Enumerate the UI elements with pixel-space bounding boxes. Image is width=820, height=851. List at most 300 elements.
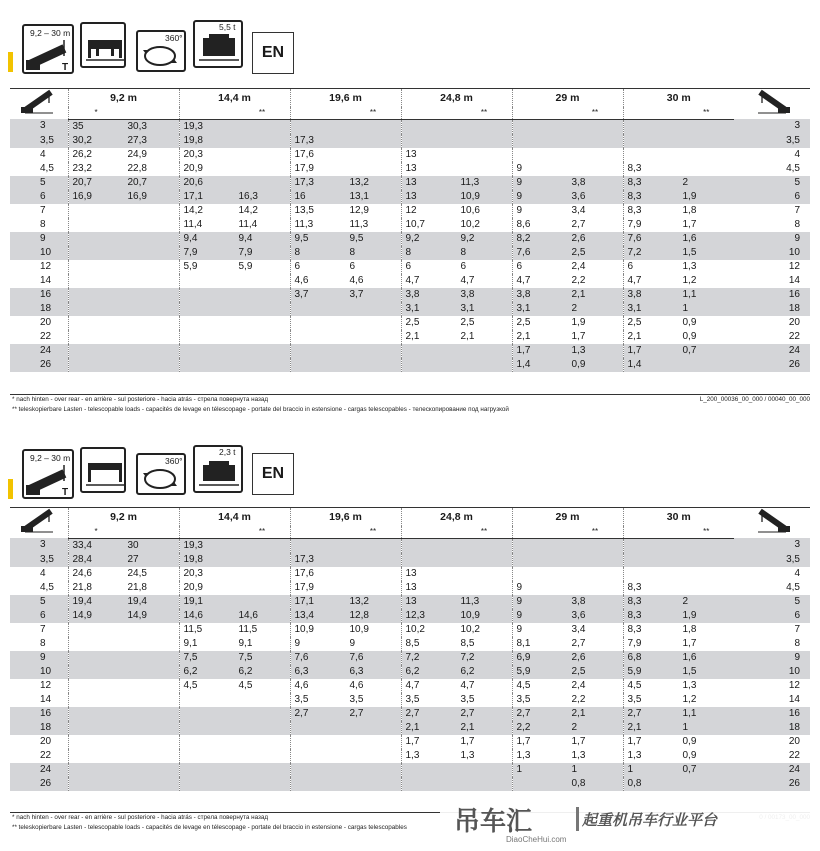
load-value-cell: 7,9	[235, 246, 291, 260]
load-value-cell: 13,2	[346, 595, 402, 609]
radius-cell: 24	[734, 763, 810, 777]
load-value-cell	[512, 777, 568, 791]
load-value-cell: 17,9	[290, 581, 346, 595]
load-value-cell: 6,2	[235, 665, 291, 679]
radius-cell: 8	[40, 637, 46, 649]
language-badge: EN	[252, 32, 294, 74]
footnote-over-rear: * nach hinten - over rear - en arrière - sul posteriore - hacia atrás - стрела повернута назад	[12, 396, 269, 403]
load-value-cell	[179, 274, 235, 288]
load-value-cell: 8,3	[623, 204, 679, 218]
load-value-cell	[68, 665, 124, 679]
load-value-cell: 2,2	[512, 721, 568, 735]
load-value-cell: 5,9	[512, 665, 568, 679]
load-value-cell: 12,8	[346, 609, 402, 623]
load-value-cell: 1,7	[682, 637, 697, 649]
column-mark	[124, 107, 180, 119]
load-value-cell: 3,8	[457, 288, 513, 302]
outrigger-icon	[80, 22, 126, 68]
load-value-cell	[124, 302, 180, 316]
crane-radius-icon	[734, 508, 810, 539]
load-value-cell: 6,2	[457, 665, 513, 679]
load-value-cell: 8	[346, 246, 402, 260]
load-value-cell: 10,9	[457, 609, 513, 623]
load-value-cell	[457, 344, 513, 358]
load-value-cell	[68, 330, 124, 344]
radius-cell: 10	[10, 246, 68, 260]
load-value-cell: 1,7	[571, 330, 586, 342]
load-value-cell: 1,4	[623, 358, 679, 372]
load-value-cell: 1	[679, 721, 735, 735]
table-row	[10, 232, 810, 246]
load-value-cell: 1,4	[512, 358, 568, 372]
load-value-cell: 19,8	[179, 134, 235, 148]
load-value-cell	[346, 553, 402, 567]
radius-cell: 4,5	[40, 581, 54, 593]
telescopic-boom-icon	[22, 449, 74, 499]
column-mark: **	[457, 526, 513, 538]
load-value-cell: 1,3	[401, 749, 457, 763]
column-mark: **	[679, 526, 735, 538]
load-value-cell	[124, 274, 180, 288]
load-value-cell: 17,1	[179, 190, 235, 204]
load-value-cell: 19,1	[179, 595, 235, 609]
radius-cell: 24	[10, 763, 68, 777]
load-value-cell: 0,9	[682, 316, 697, 328]
load-value-cell	[124, 665, 180, 679]
watermark-logo: 吊车汇	[454, 807, 533, 837]
load-value-cell: 20,9	[179, 162, 235, 176]
load-value-cell	[346, 344, 402, 358]
counterweight-icon	[193, 20, 243, 68]
load-value-cell: 3,5	[290, 693, 346, 707]
radius-cell: 18	[734, 721, 810, 735]
load-value-cell: 12,9	[349, 204, 369, 216]
load-chart-table	[10, 507, 810, 791]
load-value-cell: 8,3	[623, 176, 679, 190]
load-value-cell: 3,6	[568, 609, 624, 623]
load-value-cell: 2,5	[568, 665, 624, 679]
load-value-cell	[235, 344, 291, 358]
load-value-cell: 4,7	[460, 679, 475, 691]
load-value-cell	[68, 288, 124, 302]
load-value-cell: 8,1	[512, 637, 568, 651]
radius-cell: 22	[40, 330, 52, 342]
load-value-cell	[401, 134, 457, 148]
load-value-cell: 33,4	[68, 538, 124, 553]
table-row	[10, 553, 810, 567]
radius-cell: 3	[10, 538, 68, 553]
load-value-cell: 9	[512, 609, 568, 623]
load-value-cell	[124, 693, 180, 707]
load-value-cell	[124, 707, 180, 721]
radius-cell: 22	[40, 749, 52, 761]
load-value-cell	[346, 763, 402, 777]
table-row	[10, 595, 810, 609]
load-value-cell: 6,3	[290, 665, 346, 679]
load-value-cell: 11,3	[290, 218, 346, 232]
load-value-cell: 1,3	[571, 749, 586, 761]
load-value-cell: 6	[623, 260, 679, 274]
column-mark	[290, 526, 346, 538]
load-value-cell: 14,9	[68, 609, 124, 623]
load-value-cell	[68, 260, 124, 274]
load-value-cell	[179, 763, 235, 777]
load-value-cell: 3,8	[568, 595, 624, 609]
load-value-cell	[290, 119, 346, 134]
load-value-cell: 17,1	[290, 595, 346, 609]
load-value-cell: 0,9	[682, 735, 697, 747]
load-value-cell	[179, 288, 235, 302]
footnote-over-rear: * nach hinten - over rear - en arrière - sul posteriore - hacia atrás - стрела повернута назад	[12, 814, 269, 821]
load-value-cell: 4,7	[460, 274, 475, 286]
load-value-cell	[623, 553, 679, 567]
radius-cell: 14	[40, 693, 52, 705]
load-value-cell: 7,9	[623, 637, 679, 651]
load-value-cell: 2,4	[571, 260, 586, 272]
load-value-cell	[124, 651, 180, 665]
radius-cell: 3	[734, 119, 810, 134]
load-value-cell	[68, 707, 124, 721]
load-value-cell: 1,8	[682, 204, 697, 216]
radius-cell: 4	[794, 148, 800, 160]
load-value-cell	[290, 302, 346, 316]
load-value-cell: 8	[401, 246, 457, 260]
load-value-cell: 19,4	[68, 595, 124, 609]
radius-cell: 10	[734, 665, 810, 679]
load-value-cell	[568, 553, 624, 567]
watermark-slogan: 起重机吊车行业平台	[582, 811, 718, 829]
boom-unit-label: T	[62, 487, 69, 498]
watermark-site: DiaoCheHui.com	[506, 835, 567, 844]
load-value-cell: 9	[512, 623, 568, 637]
load-value-cell: 20,6	[179, 176, 235, 190]
load-value-cell: 2,4	[571, 679, 586, 691]
load-value-cell: 9,2	[457, 232, 513, 246]
counterweight-label: 5,5 t	[219, 22, 236, 32]
column-mark	[124, 526, 180, 538]
load-value-cell: 3,5	[349, 693, 364, 705]
footnote-telescopable: ** teleskopierbare Lasten - telescopable loads - capacités de levage en télescopage - portate del braccio in estensione - cargas telescopables	[12, 824, 407, 831]
load-value-cell: 10,7	[401, 218, 457, 232]
load-value-cell: 7,2	[401, 651, 457, 665]
load-value-cell	[235, 707, 291, 721]
radius-cell: 6	[734, 190, 810, 204]
load-value-cell: 13	[401, 581, 457, 595]
load-value-cell: 8,3	[623, 581, 679, 595]
load-value-cell	[457, 134, 513, 148]
load-value-cell: 8,2	[512, 232, 568, 246]
load-value-cell	[179, 693, 235, 707]
load-value-cell: 12,3	[401, 609, 457, 623]
boom-length-header: 19,6 m	[290, 508, 401, 526]
radius-cell: 5	[10, 595, 68, 609]
load-value-cell: 2,1	[401, 721, 457, 735]
load-value-cell	[179, 707, 235, 721]
load-value-cell: 1,7	[401, 735, 457, 749]
radius-cell: 12	[40, 679, 52, 691]
load-value-cell: 17,3	[290, 134, 346, 148]
radius-cell: 5	[734, 595, 810, 609]
load-value-cell	[623, 134, 679, 148]
load-value-cell: 9,4	[235, 232, 291, 246]
load-value-cell: 2,1	[401, 330, 457, 344]
load-value-cell: 1,6	[679, 651, 735, 665]
load-value-cell	[346, 302, 402, 316]
radius-cell: 18	[734, 302, 810, 316]
load-value-cell: 8,3	[623, 162, 679, 176]
radius-cell: 10	[10, 665, 68, 679]
load-value-cell: 5,9	[238, 260, 253, 272]
load-value-cell: 1,1	[679, 707, 735, 721]
load-value-cell: 13,4	[290, 609, 346, 623]
load-value-cell: 10,2	[401, 623, 457, 637]
load-value-cell: 6	[349, 260, 356, 272]
load-value-cell: 3,7	[290, 288, 346, 302]
load-value-cell: 3,1	[457, 302, 513, 316]
load-value-cell	[290, 777, 346, 791]
load-value-cell	[124, 232, 180, 246]
load-value-cell: 1,9	[571, 316, 586, 328]
load-value-cell: 3,4	[571, 623, 586, 635]
load-value-cell	[512, 119, 568, 134]
load-value-cell	[235, 595, 291, 609]
load-value-cell	[679, 553, 735, 567]
radius-cell: 7	[794, 204, 800, 216]
load-value-cell	[568, 538, 624, 553]
load-value-cell: 7,2	[623, 246, 679, 260]
table-row	[10, 707, 810, 721]
table-row	[10, 679, 810, 693]
radius-cell: 20	[40, 316, 52, 328]
radius-cell: 18	[10, 302, 68, 316]
table-row	[10, 623, 810, 637]
load-value-cell	[68, 735, 124, 749]
radius-cell: 12	[788, 260, 800, 272]
load-value-cell: 9,2	[401, 232, 457, 246]
load-value-cell	[68, 623, 124, 637]
load-value-cell	[346, 330, 402, 344]
load-value-cell	[346, 358, 402, 372]
radius-cell: 22	[788, 330, 800, 342]
load-value-cell: 13	[401, 162, 457, 176]
load-value-cell	[235, 119, 291, 134]
load-value-cell	[235, 148, 291, 162]
table-row	[10, 651, 810, 665]
load-value-cell: 10,9	[290, 623, 346, 637]
load-value-cell	[179, 302, 235, 316]
radius-cell: 5	[734, 176, 810, 190]
load-value-cell: 5,9	[623, 665, 679, 679]
load-value-cell: 17,9	[290, 162, 346, 176]
radius-cell: 5	[10, 176, 68, 190]
load-value-cell: 2,2	[571, 693, 586, 705]
load-value-cell: 20,7	[68, 176, 124, 190]
radius-cell: 16	[10, 707, 68, 721]
load-value-cell	[401, 553, 457, 567]
load-value-cell	[124, 777, 180, 791]
load-value-cell: 13,1	[346, 190, 402, 204]
load-value-cell	[235, 777, 291, 791]
load-value-cell: 13	[401, 190, 457, 204]
radius-cell: 24	[10, 344, 68, 358]
load-value-cell	[290, 538, 346, 553]
load-value-cell: 7,5	[179, 651, 235, 665]
load-value-cell: 14,2	[179, 204, 235, 218]
load-value-cell	[179, 330, 235, 344]
load-value-cell: 10,2	[460, 623, 480, 635]
table-row	[10, 693, 810, 707]
load-value-cell	[235, 735, 291, 749]
chart-code: L_200_00036_00_000 / 00040_00_000	[699, 396, 810, 403]
load-value-cell	[457, 538, 513, 553]
radius-cell: 26	[734, 777, 810, 791]
load-value-cell	[512, 134, 568, 148]
load-value-cell: 9,5	[346, 232, 402, 246]
load-value-cell	[68, 204, 124, 218]
load-value-cell: 19,3	[179, 538, 235, 553]
load-value-cell: 11,5	[179, 623, 235, 637]
load-value-cell: 13	[401, 567, 457, 581]
load-value-cell: 2	[679, 595, 735, 609]
load-value-cell: 2,5	[401, 316, 457, 330]
load-value-cell	[68, 232, 124, 246]
radius-cell: 9	[10, 651, 68, 665]
load-value-cell	[457, 148, 513, 162]
load-value-cell: 4,6	[290, 274, 346, 288]
load-value-cell: 2,7	[401, 707, 457, 721]
load-value-cell	[235, 316, 291, 330]
load-value-cell: 27,3	[124, 134, 180, 148]
load-value-cell: 14,6	[179, 609, 235, 623]
load-value-cell	[457, 763, 513, 777]
load-value-cell: 8	[290, 246, 346, 260]
load-value-cell: 6,2	[401, 665, 457, 679]
load-value-cell: 7,6	[290, 651, 346, 665]
load-value-cell: 0,9	[682, 330, 697, 342]
column-mark: *	[68, 107, 124, 119]
load-value-cell	[457, 581, 513, 595]
load-value-cell: 2,2	[571, 274, 586, 286]
load-value-cell: 9	[512, 595, 568, 609]
load-value-cell: 1,3	[460, 749, 475, 761]
load-value-cell	[346, 721, 402, 735]
column-mark: **	[679, 107, 735, 119]
load-value-cell	[457, 567, 513, 581]
table-row	[10, 162, 810, 176]
column-mark	[623, 526, 679, 538]
load-value-cell	[68, 302, 124, 316]
radius-cell: 4	[40, 148, 46, 160]
load-value-cell	[290, 330, 346, 344]
load-value-cell: 11,3	[457, 176, 513, 190]
radius-cell: 16	[10, 288, 68, 302]
load-value-cell	[512, 553, 568, 567]
load-value-cell: 6,3	[346, 665, 402, 679]
load-value-cell	[512, 567, 568, 581]
load-value-cell	[179, 316, 235, 330]
load-value-cell	[235, 693, 291, 707]
load-value-cell: 11,5	[238, 623, 258, 635]
load-value-cell	[68, 749, 124, 763]
radius-cell: 24	[734, 344, 810, 358]
load-value-cell	[235, 162, 291, 176]
load-value-cell	[679, 358, 735, 372]
load-value-cell: 4,7	[623, 274, 679, 288]
load-value-cell	[457, 777, 513, 791]
load-value-cell: 3,1	[401, 302, 457, 316]
load-value-cell	[235, 134, 291, 148]
language-badge: EN	[252, 453, 294, 495]
load-value-cell	[290, 749, 346, 763]
load-value-cell: 6	[290, 260, 346, 274]
column-mark: **	[346, 107, 402, 119]
load-value-cell: 23,2	[68, 162, 124, 176]
table-row	[10, 721, 810, 735]
radius-cell: 3,5	[734, 553, 810, 567]
load-value-cell: 24,6	[68, 567, 124, 581]
crane-radius-icon	[10, 89, 68, 120]
load-value-cell: 7,6	[512, 246, 568, 260]
table-row	[10, 218, 810, 232]
radius-cell: 4,5	[786, 162, 800, 174]
load-value-cell	[512, 538, 568, 553]
load-value-cell: 1	[512, 763, 568, 777]
load-value-cell: 24,5	[127, 567, 147, 579]
boom-length-header: 29 m	[512, 89, 623, 107]
boom-length-header: 24,8 m	[401, 508, 512, 526]
load-value-cell: 17,3	[290, 176, 346, 190]
load-value-cell	[679, 119, 735, 134]
radius-cell: 6	[10, 609, 68, 623]
load-value-cell: 6,8	[623, 651, 679, 665]
load-value-cell: 8,5	[460, 637, 475, 649]
load-value-cell	[68, 316, 124, 330]
column-mark: **	[346, 526, 402, 538]
load-value-cell	[457, 119, 513, 134]
load-value-cell: 6,2	[179, 665, 235, 679]
load-value-cell	[124, 358, 180, 372]
counterweight-label: 2,3 t	[219, 447, 236, 457]
load-value-cell	[68, 637, 124, 651]
radius-cell: 12	[788, 679, 800, 691]
radius-cell: 14	[788, 693, 800, 705]
load-value-cell: 4,7	[401, 274, 457, 288]
load-value-cell: 19,3	[179, 119, 235, 134]
load-value-cell: 1,9	[679, 190, 735, 204]
load-value-cell	[679, 148, 735, 162]
table-row	[10, 330, 810, 344]
radius-cell: 8	[794, 218, 800, 230]
load-value-cell	[68, 693, 124, 707]
load-value-cell: 35	[68, 119, 124, 134]
load-value-cell: 1,6	[679, 232, 735, 246]
load-value-cell: 2,6	[568, 232, 624, 246]
load-value-cell	[346, 581, 402, 595]
load-value-cell	[235, 358, 291, 372]
load-value-cell: 5,9	[179, 260, 235, 274]
radius-cell: 9	[10, 232, 68, 246]
counterweight-icon	[193, 445, 243, 493]
load-value-cell: 30,2	[68, 134, 124, 148]
load-value-cell	[124, 749, 180, 763]
accent-bar	[8, 479, 13, 499]
load-value-cell: 3,5	[512, 693, 568, 707]
table-row	[10, 358, 810, 372]
column-mark	[401, 526, 457, 538]
radius-cell: 3	[734, 538, 810, 553]
load-value-cell: 3,5	[460, 693, 475, 705]
load-value-cell: 3,8	[623, 288, 679, 302]
